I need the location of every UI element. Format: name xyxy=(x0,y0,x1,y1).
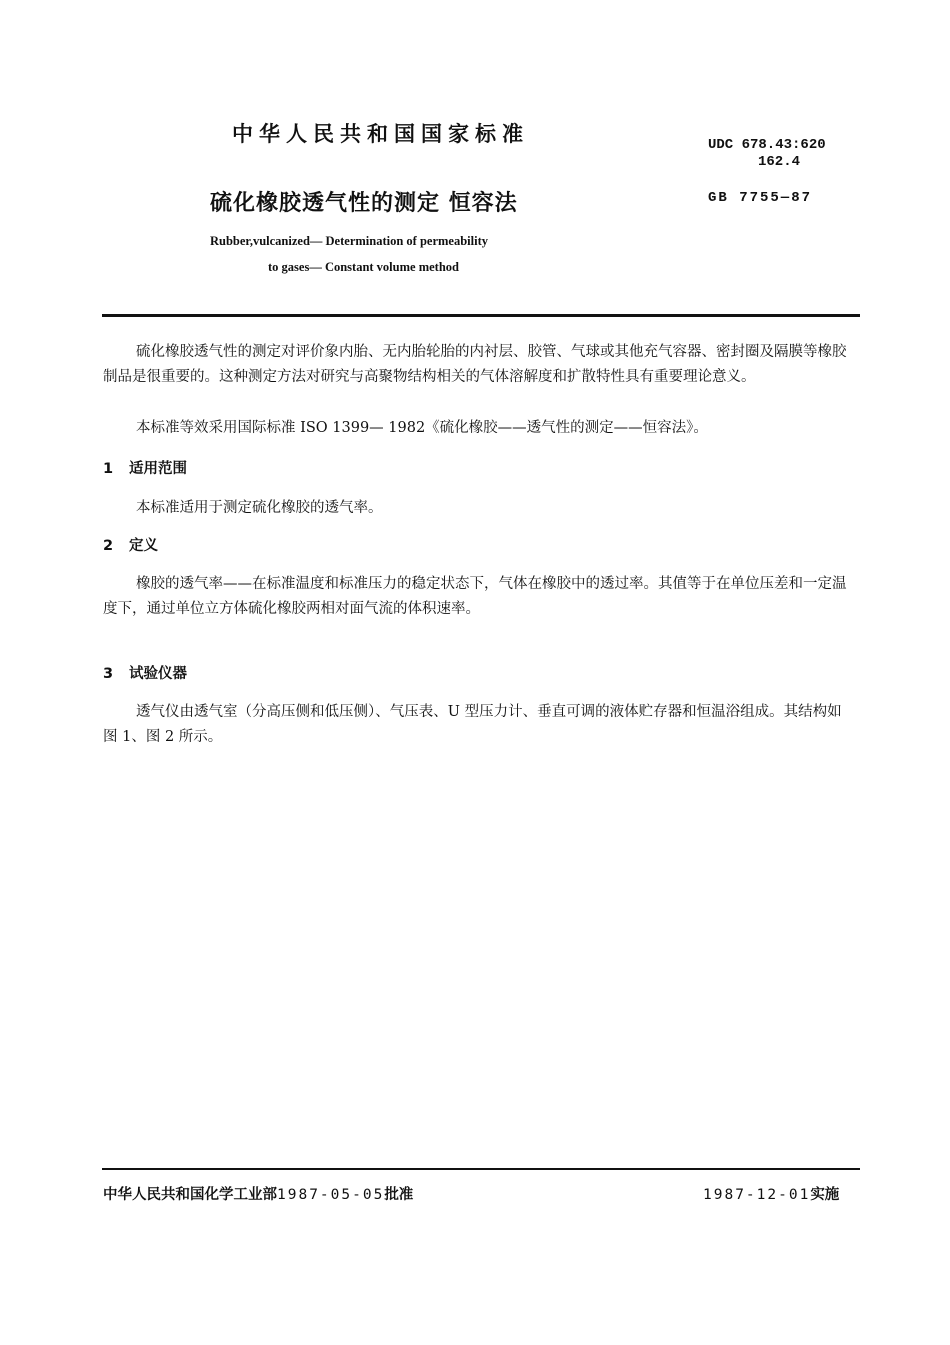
english-title-line-1: Rubber,vulcanized— Determination of permeability xyxy=(210,234,488,248)
section-title: 定义 xyxy=(129,538,158,554)
national-standard-heading: 中华人民共和国国家标准 xyxy=(232,122,529,146)
implementation-date: 1987-12-01 xyxy=(703,1187,811,1203)
udc-code xyxy=(708,137,826,171)
approve-label: 批准 xyxy=(384,1187,414,1203)
english-title-line-2: to gases— Constant volume method xyxy=(268,260,459,274)
implementation-label: 实施 xyxy=(810,1187,840,1203)
footer-implementation xyxy=(703,1183,839,1204)
section-1-heading xyxy=(103,457,187,478)
footer-approval xyxy=(103,1183,413,1204)
section-2-text: 橡胶的透气率——在标准温度和标准压力的稳定状态下，气体在橡胶中的透过率。其值等于在单位压差和一定温度下，通过单位立方体硫化橡胶两相对面气流的体积速率。 xyxy=(103,576,847,617)
udc-line-2: 162.4 xyxy=(758,154,801,170)
section-2-heading xyxy=(103,534,158,555)
section-3-text: 透气仪由透气室（分高压侧和低压侧）、气压表、U 型压力计、垂直可调的液体贮存器和恒温浴组成。其结构如图 1、图 2 所示。 xyxy=(103,704,842,745)
approve-date: 1987-05-05 xyxy=(277,1187,385,1203)
issuer: 中华人民共和国化学工业部 xyxy=(103,1187,277,1203)
intro-paragraph-1: 硫化橡胶透气性的测定对评价象内胎、无内胎轮胎的内衬层、胶管、气球或其他充气容器、密封圈及隔膜等橡胶制品是很重要的。这种测定方法对研究与高聚物结构相关的气体溶解度和扩散特性具有重要理论意义。 xyxy=(103,344,847,385)
udc-line-1: UDC 678.43:620 xyxy=(708,137,826,153)
section-title: 适用范围 xyxy=(129,461,187,477)
section-title: 试验仪器 xyxy=(129,666,187,682)
top-rule xyxy=(102,314,860,317)
section-number: 2 xyxy=(103,538,114,554)
bottom-rule xyxy=(102,1168,860,1170)
intro-paragraph-2: 本标准等效采用国际标准 ISO 1399— 1982《硫化橡胶——透气性的测定——恒容法》。 xyxy=(136,420,708,436)
section-number: 1 xyxy=(103,461,114,477)
section-3-heading xyxy=(103,662,187,683)
gb-number: GB 7755—87 xyxy=(708,190,813,206)
section-1-text: 本标准适用于测定硫化橡胶的透气率。 xyxy=(136,500,383,516)
document-title: 硫化橡胶透气性的测定 恒容法 xyxy=(210,191,518,216)
section-number: 3 xyxy=(103,666,114,682)
